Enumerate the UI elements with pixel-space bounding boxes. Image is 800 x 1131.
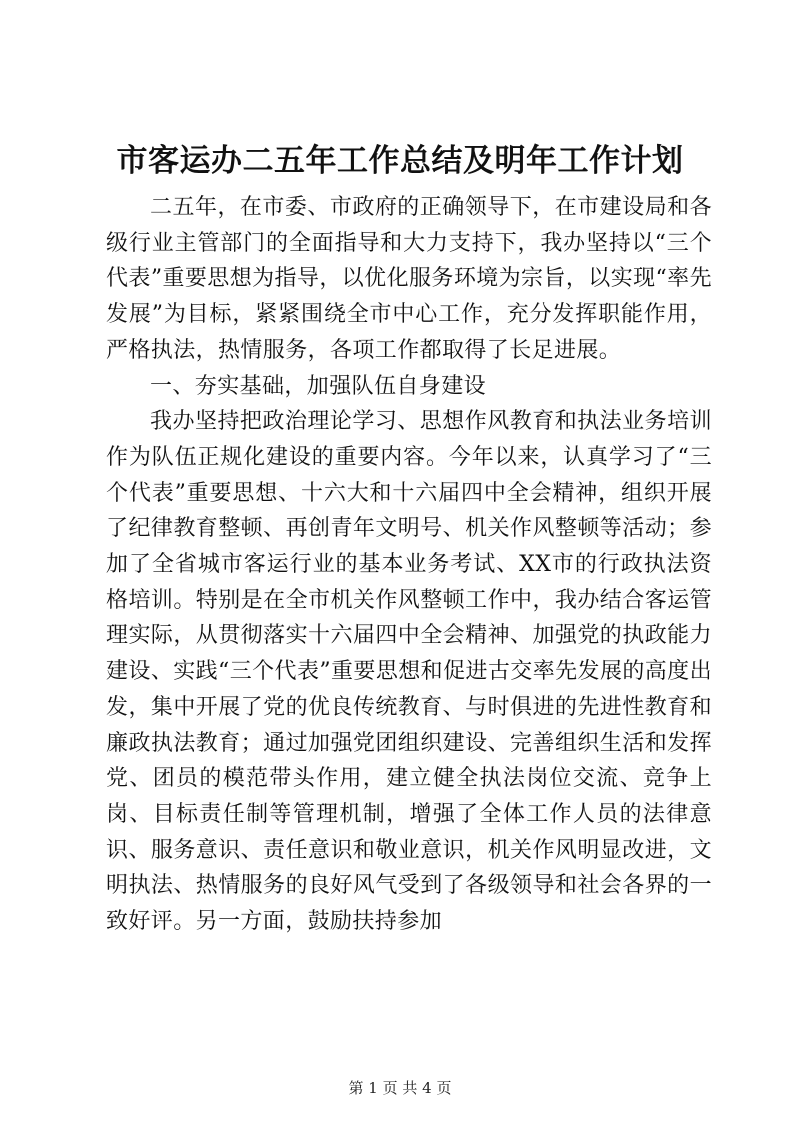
section-heading: 一、夯实基础，加强队伍自身建设 <box>150 373 487 399</box>
intro-paragraph: 二五年，在市委、市政府的正确领导下，在市建设局和各级行业主管部门的全面指导和大力支持下，我办坚持以“三个代表”重要思想为指导，以优化服务环境为宗旨，以实现“率先发展”为目标，紧紧围绕全市中心工作，充分发挥职能作用，严格执法，热情服务，各项工作都取得了长足进展。 <box>106 195 712 363</box>
document-title: 市客运办二五年工作总结及明年工作计划 <box>116 143 684 179</box>
body-paragraph: 我办坚持把政治理论学习、思想作风教育和执法业务培训作为队伍正规化建设的重要内容。今年以来，认真学习了“三个代表”重要思想、十六大和十六届四中全会精神，组织开展了纪律教育整顿、再创青年文明号、机关作风整顿等活动；参加了全省城市客运行业的基本业务考试、XX市的行政执法资格培训。特别是在全市机关作风整顿工作中，我办结合客运管理实际，从贯彻落实十六届四中全会精神、加强党的执政能力建设、实践“三个代表”重要思想和促进古交率先发展的高度出发，集中开展了党的优良传统教育、与时俱进的先进性教育和廉政执法教育；通过加强党团组织建设、完善组织生活和发挥党、团员的模范带头作用，建立健全执法岗位交流、竞争上岗、目标责任制等管理机制，增强了全体工作人员的法律意识、服务意识、责任意识和敬业意识，机关作风明显改进，文明执法、热情服务的良好风气受到了各级领导和社会各界的一致好评。另一方面，鼓励扶持参加 <box>106 409 712 935</box>
page-footer: 第 1 页 共 4 页 <box>348 1079 452 1097</box>
document-body <box>106 190 712 940</box>
